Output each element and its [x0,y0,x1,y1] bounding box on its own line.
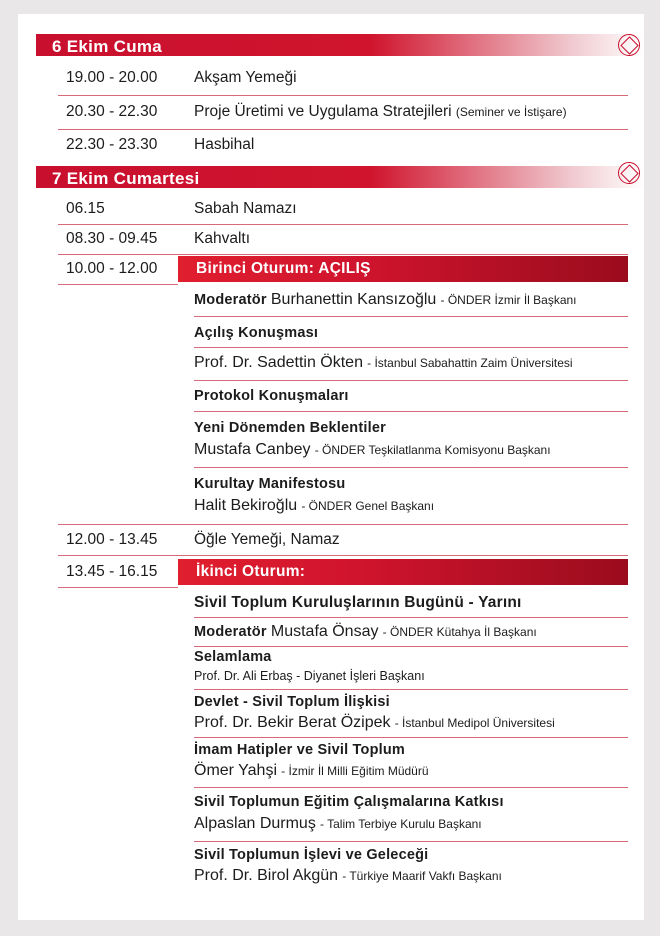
row-title: Hasbihal [194,136,255,153]
divider [58,129,628,130]
session-title: Birinci Oturum: AÇILIŞ [196,260,371,277]
divider [194,411,628,412]
item-heading: Sivil Toplumun Eğitim Çalışmalarına Katkısı [194,794,504,810]
speaker-line [194,441,551,459]
divider [58,555,628,556]
item-heading: Devlet - Sivil Toplum İlişkisi [194,694,390,710]
speaker-affiliation: - Talim Terbiye Kurulu Başkanı [320,817,482,831]
item-heading: İmam Hatipler ve Sivil Toplum [194,742,406,758]
item-heading: Yeni Dönemden Beklentiler [194,420,386,436]
ornament-icon [618,34,640,56]
speaker-name: Prof. Dr. Sadettin Ökten [194,354,363,371]
moderator-name: Burhanettin Kansızoğlu [270,291,437,308]
speaker-affiliation: - İzmir İl Milli Eğitim Müdürü [281,764,429,778]
row-time: 22.30 - 23.30 [66,136,158,153]
row-title: Öğle Yemeği, Namaz [194,531,340,548]
row-time: 19.00 - 20.00 [66,69,158,86]
speaker-line [194,354,573,372]
moderator-affiliation: - ÖNDER İzmir İl Başkanı [440,293,577,307]
session-2-bar [178,559,628,585]
day-title: 7 Ekim Cumartesi [52,169,200,188]
ornament-icon [618,162,640,184]
row-time: 08.30 - 09.45 [66,230,158,247]
item-heading: Selamlama [194,649,272,665]
row-title [194,103,567,121]
speaker-name: Halit Bekiroğlu [194,497,298,514]
session-title: İkinci Oturum: [196,563,306,580]
divider [194,689,628,690]
speaker-line [194,815,482,833]
speaker-line [194,669,425,683]
moderator-affiliation: - ÖNDER Kütahya İl Başkanı [382,625,537,639]
item-heading: Açılış Konuşması [194,325,319,341]
divider [194,316,628,317]
divider [58,524,628,525]
speaker-affiliation: - Diyanet İşleri Başkanı [296,669,425,683]
moderator-label: Moderatör [194,624,267,640]
divider [194,380,628,381]
item-heading: Sivil Toplumun İşlevi ve Geleceği [194,847,429,863]
day-header-1 [36,34,644,56]
row-title: Akşam Yemeği [194,69,297,86]
moderator-line [194,291,577,309]
day-title: 6 Ekim Cuma [52,37,163,56]
divider [194,737,628,738]
item-heading: Protokol Konuşmaları [194,388,349,404]
speaker-affiliation: - İstanbul Medipol Üniversitesi [394,716,555,730]
speaker-name: Prof. Dr. Birol Akgün [194,867,339,884]
moderator-line [194,623,537,641]
row-note: (Seminer ve İstişare) [455,105,567,119]
moderator-label: Moderatör [194,292,267,308]
divider [58,224,628,225]
speaker-line [194,762,429,780]
divider [194,347,628,348]
divider [58,587,178,588]
divider [194,841,628,842]
divider [58,95,628,96]
speaker-affiliation: - ÖNDER Genel Başkanı [301,499,435,513]
session-1-bar [178,256,628,282]
row-title: Kahvaltı [194,230,251,247]
speaker-name: Alpaslan Durmuş [194,815,316,832]
program-page [18,14,644,920]
row-time: 20.30 - 22.30 [66,103,158,120]
speaker-line [194,497,434,515]
speaker-name: Prof. Dr. Ali Erbaş [194,669,293,683]
divider [194,467,628,468]
speaker-affiliation: - Türkiye Maarif Vakfı Başkanı [342,869,502,883]
row-title: Sabah Namazı [194,200,297,217]
divider [194,787,628,788]
speaker-affiliation: - İstanbul Sabahattin Zaim Üniversitesi [367,356,573,370]
row-title-text: Proje Üretimi ve Uygulama Stratejileri [194,103,452,120]
day-header-2 [36,166,644,188]
speaker-affiliation: - ÖNDER Teşkilatlanma Komisyonu Başkanı [314,443,551,457]
speaker-line [194,714,555,732]
divider [58,254,628,255]
row-time: 12.00 - 13.45 [66,531,158,548]
item-heading: Kurultay Manifestosu [194,476,346,492]
speaker-name: Mustafa Canbey [194,441,311,458]
row-time: 06.15 [66,200,105,217]
row-time: 10.00 - 12.00 [66,260,158,277]
divider [194,617,628,618]
row-time: 13.45 - 16.15 [66,563,158,580]
speaker-line [194,867,502,885]
moderator-name: Mustafa Önsay [270,623,379,640]
divider [194,646,628,647]
divider [58,284,178,285]
speaker-name: Prof. Dr. Bekir Berat Özipek [194,714,391,731]
session-subtitle: Sivil Toplum Kuruluşlarının Bugünü - Yarını [194,594,522,611]
speaker-name: Ömer Yahşi [194,762,277,779]
